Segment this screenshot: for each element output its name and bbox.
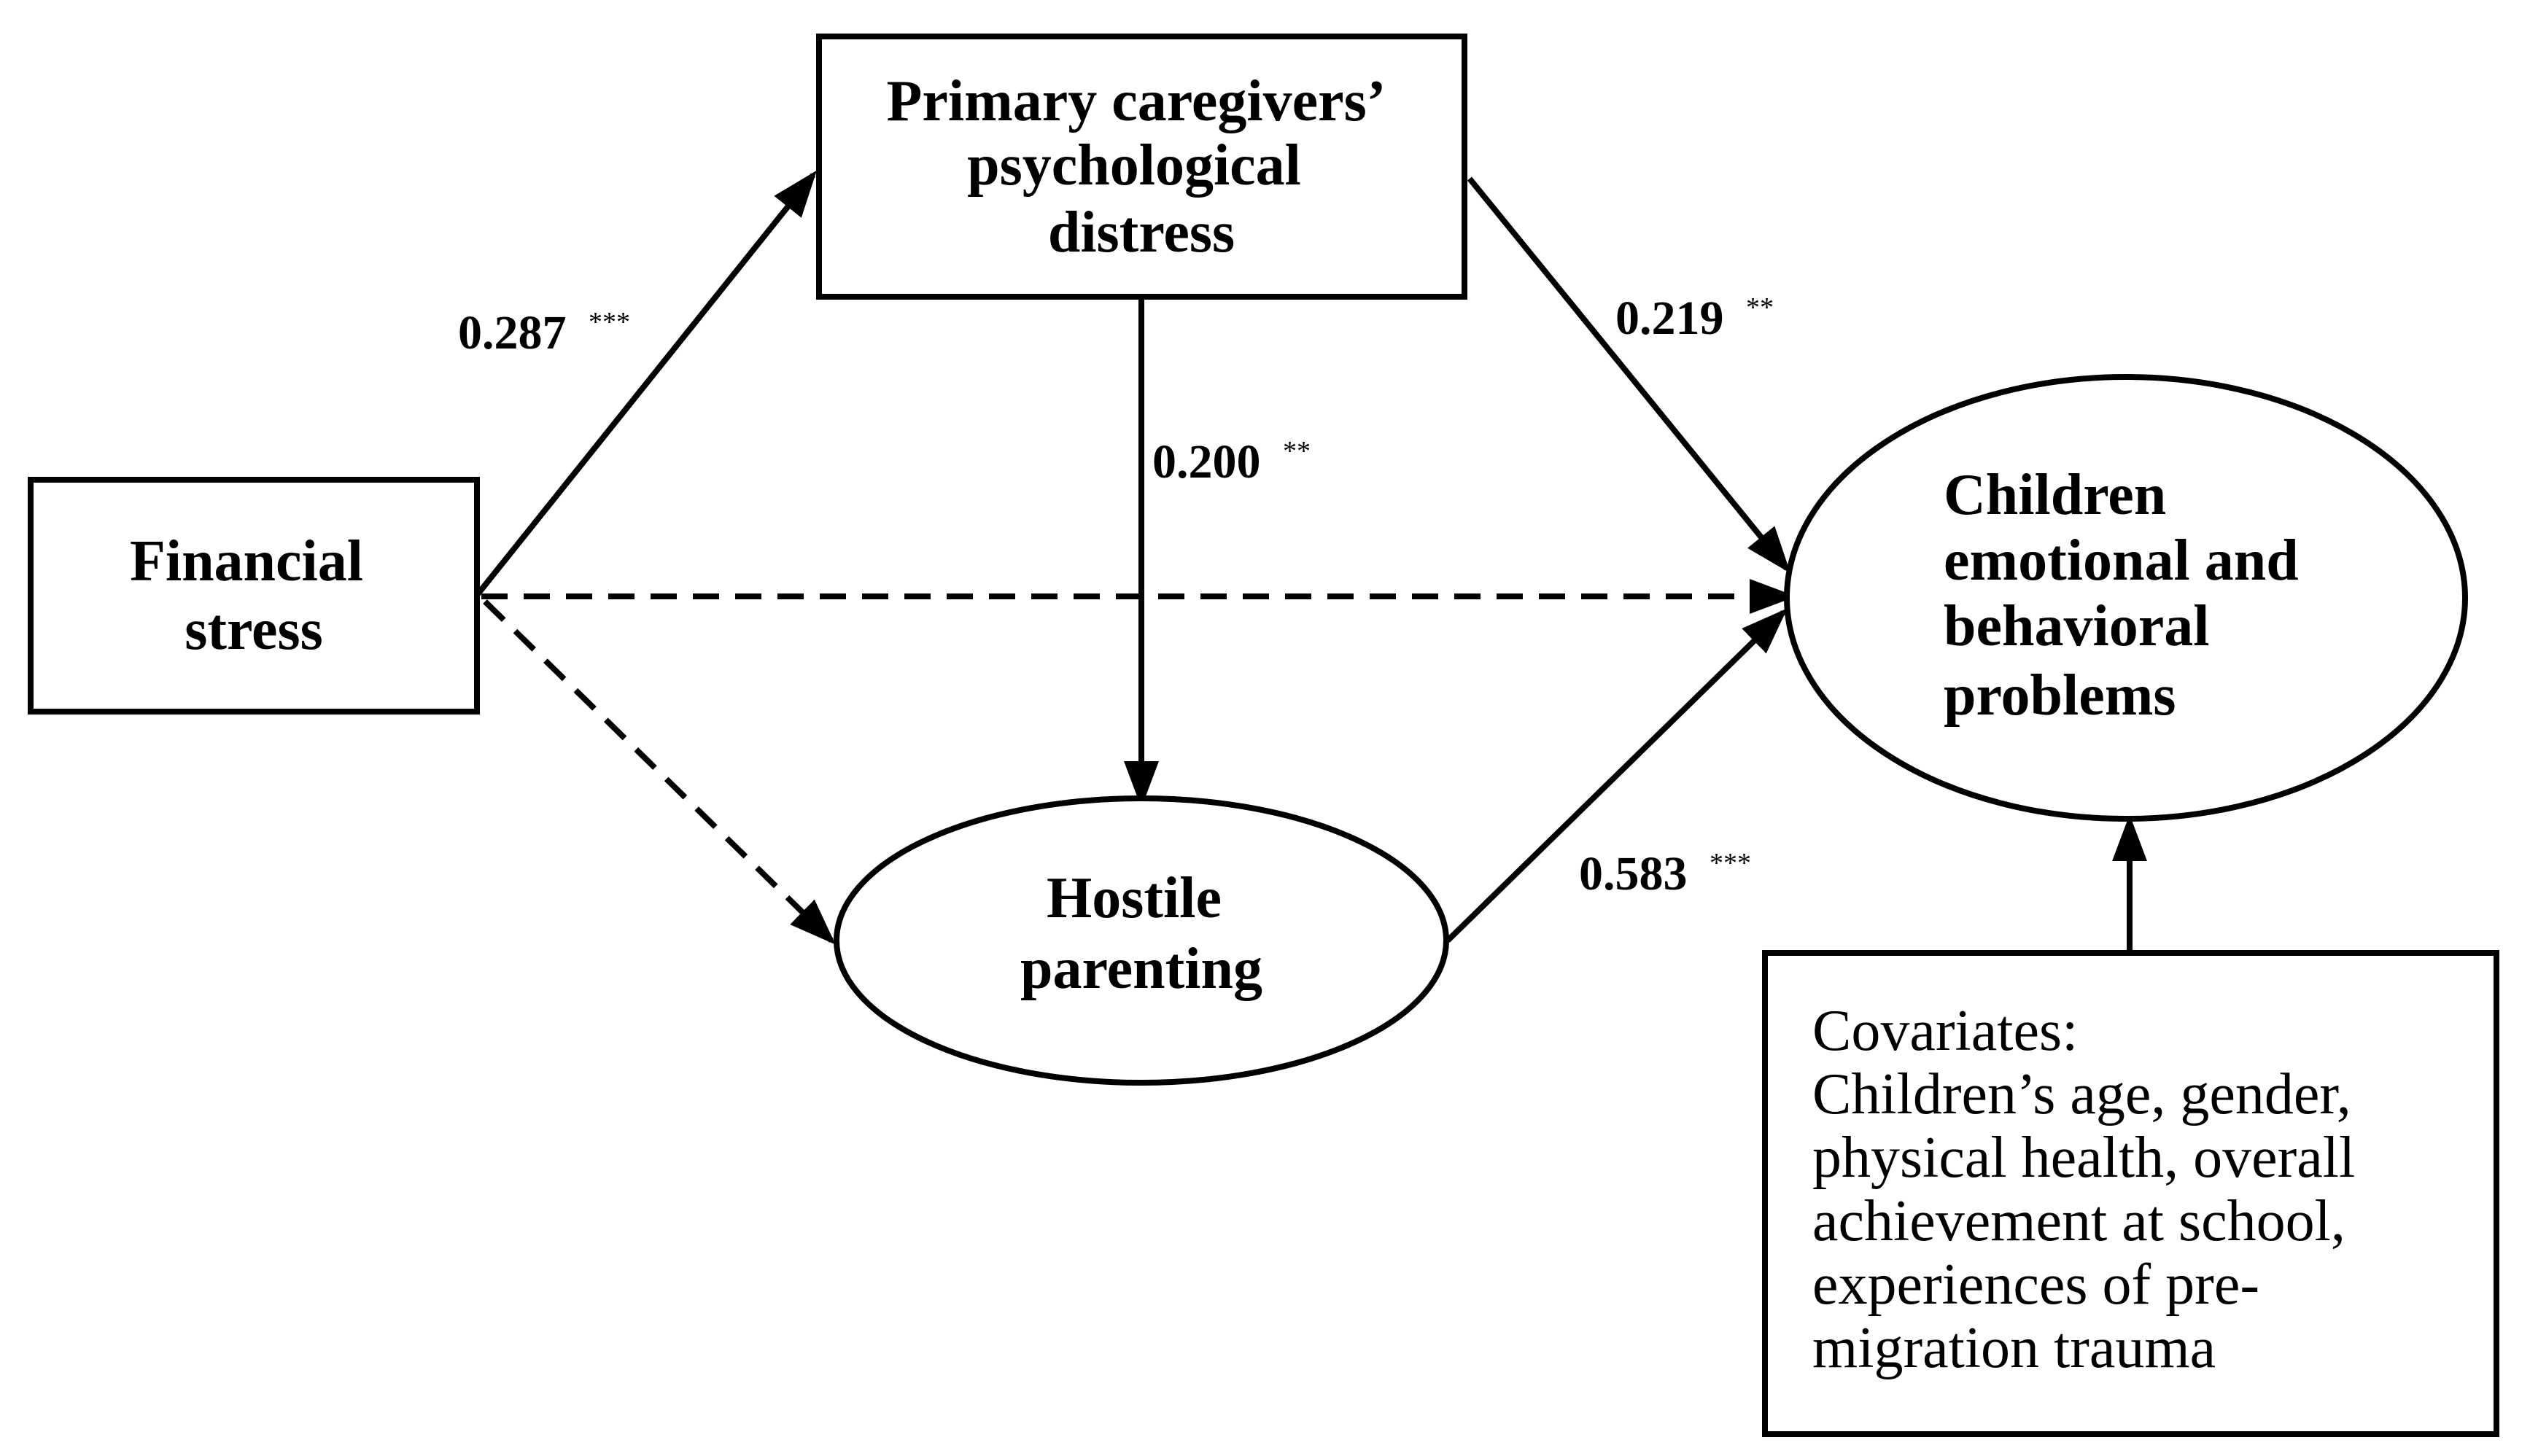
coef-label-distress-to-children: [1615, 292, 1774, 345]
edge-financial-to-hostile-dashed: [485, 602, 831, 941]
significance-stars: **: [1283, 436, 1311, 467]
covariates-line-2: physical health, overall: [1812, 1126, 2356, 1190]
hostile-parenting-line-2: parenting: [1020, 937, 1262, 1001]
node-financial-stress-box: [31, 480, 477, 712]
significance-stars: ***: [1710, 848, 1751, 879]
children-problems-line-4: problems: [1944, 663, 2176, 728]
edge-distress-to-children: [1470, 179, 1787, 569]
coef-value: 0.287: [458, 306, 567, 359]
caregiver-distress-line-3: distress: [1047, 201, 1235, 265]
coef-value: 0.219: [1615, 292, 1724, 345]
financial-stress-line-1: Financial: [129, 529, 364, 593]
covariates-line-5: migration trauma: [1812, 1316, 2216, 1380]
coef-label-distress-to-hostile: [1152, 435, 1311, 488]
children-problems-line-3: behavioral: [1944, 594, 2210, 658]
hostile-parenting-line-1: Hostile: [1047, 866, 1222, 930]
covariates-line-1: Children’s age, gender,: [1812, 1062, 2351, 1126]
edge-financial-to-distress: [478, 175, 813, 594]
significance-stars: ***: [589, 307, 630, 338]
caregiver-distress-line-1: Primary caregivers’: [886, 69, 1382, 133]
caregiver-distress-line-2: psychological: [967, 133, 1301, 198]
coef-value: 0.200: [1152, 435, 1261, 488]
covariates-line-4: experiences of pre-: [1812, 1253, 2259, 1317]
covariates-heading: Covariates:: [1812, 999, 2079, 1063]
children-problems-line-2: emotional and: [1944, 529, 2299, 593]
significance-stars: **: [1746, 292, 1774, 323]
coef-label-hostile-to-children: [1579, 847, 1751, 900]
coef-value: 0.583: [1579, 847, 1688, 900]
financial-stress-line-2: stress: [185, 598, 323, 662]
coef-label-financial-to-distress: [458, 306, 630, 359]
children-problems-line-1: Children: [1944, 463, 2167, 527]
covariates-line-3: achievement at school,: [1812, 1189, 2345, 1253]
